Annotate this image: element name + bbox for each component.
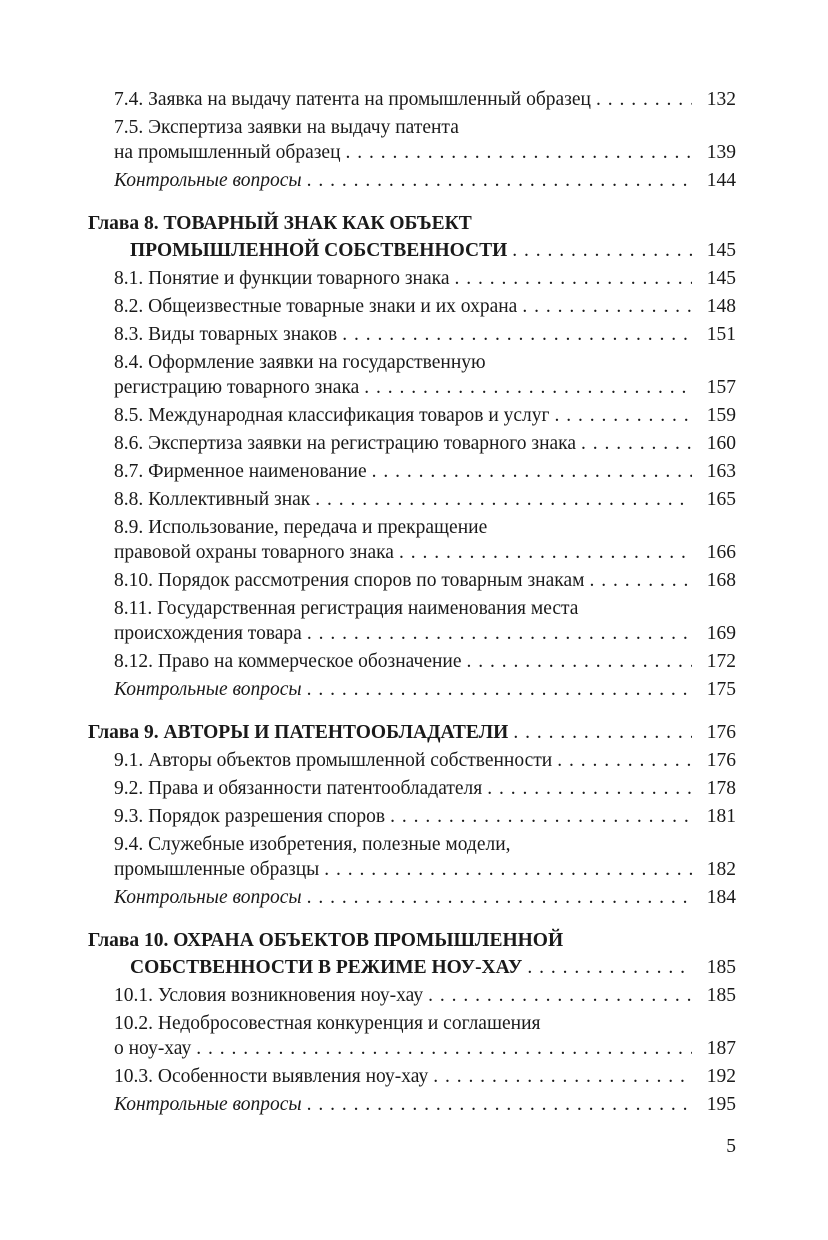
dot-leader [315,486,736,514]
toc-entry-title-line: 10.2. Недобросовестная конкуренция и соглашения [114,1013,541,1034]
toc-entry-line [114,803,736,831]
toc-entry [0,514,828,567]
toc-entry-line [114,430,736,458]
chapter-heading-line [88,719,736,747]
toc-entry-line [114,86,736,114]
toc-entry-title: происхождения товара [114,623,302,644]
toc-entry-line [114,539,736,567]
dot-leader [346,139,736,167]
chapter-page: 145 [692,237,736,265]
dot-leader [324,856,736,884]
toc-entry-page: 176 [692,747,736,775]
toc-entry-line [114,1063,736,1091]
toc-entry-page: 144 [692,167,736,195]
toc-entry-line [114,139,736,167]
chapter-title: Глава 9. АВТОРЫ И ПАТЕНТООБЛАДАТЕЛИ [88,722,509,743]
toc-entry [0,982,828,1010]
toc-entry [0,676,828,704]
dot-leader [307,620,736,648]
toc-entry-page: 192 [692,1063,736,1091]
dot-leader [364,374,736,402]
toc-entry-page: 166 [692,539,736,567]
chapter-heading [0,210,828,265]
toc-entry-title-line: 8.11. Государственная регистрация наименования места [114,598,579,619]
toc-entry-title: правовой охраны товарного знака [114,542,394,563]
toc-entry [0,293,828,321]
chapter-heading [0,927,828,982]
toc-entry-title: 10.3. Особенности выявления ноу-хау [114,1066,429,1087]
chapter-page: 176 [692,719,736,747]
toc-entry-page: 172 [692,648,736,676]
toc-entry-page: 145 [692,265,736,293]
toc-entry-title: о ноу-хау [114,1038,192,1059]
toc-entry-page: 151 [692,321,736,349]
dot-leader [196,1035,736,1063]
toc-entry-title: 8.8. Коллективный знак [114,489,311,510]
toc-entry [0,567,828,595]
toc-entry-title: 9.2. Права и обязанности патентообладателя [114,778,483,799]
toc-entry-line [114,648,736,676]
dot-leader [307,884,736,912]
toc-entry-title: 8.12. Право на коммерческое обозначение [114,651,462,672]
toc-entry-page: 178 [692,775,736,803]
toc-entry-title: регистрацию товарного знака [114,377,360,398]
toc-entry-title: Контрольные вопросы [114,679,302,700]
toc-entry-page: 160 [692,430,736,458]
toc-entry-line [114,293,736,321]
toc-entry-line [114,620,736,648]
toc-entry-line [114,884,736,912]
toc-entry-title: 8.3. Виды товарных знаков [114,324,338,345]
toc-entry [0,114,828,167]
chapter-title-line: Глава 8. ТОВАРНЫЙ ЗНАК КАК ОБЪЕКТ [88,213,472,234]
toc-entry [0,747,828,775]
toc-entry-title: 8.5. Международная классификация товаров и услуг [114,405,550,426]
toc-entry [0,648,828,676]
toc-entry-title-line: 8.4. Оформление заявки на государственную [114,352,486,373]
toc-entry-page: 169 [692,620,736,648]
toc-entry-line [114,775,736,803]
dot-leader [433,1063,736,1091]
toc-entry-title: 7.4. Заявка на выдачу патента на промышленный образец [114,89,591,110]
dot-leader [342,321,736,349]
toc-entry-page: 139 [692,139,736,167]
chapter-heading-line [130,954,736,982]
toc-entry [0,775,828,803]
toc-entry-page: 168 [692,567,736,595]
toc-entry-title: 8.10. Порядок рассмотрения споров по товарным знакам [114,570,585,591]
toc-entry [0,486,828,514]
toc-entry [0,86,828,114]
toc-entry [0,595,828,648]
chapter-heading [0,719,828,747]
dot-leader [307,167,736,195]
dot-leader [307,1091,736,1119]
toc-entry-page: 132 [692,86,736,114]
toc-entry-title: промышленные образцы [114,859,320,880]
toc-entry-title: Контрольные вопросы [114,1094,302,1115]
toc-entry-line [114,458,736,486]
toc-entry-page: 181 [692,803,736,831]
toc-entry-line [114,982,736,1010]
toc-entry [0,167,828,195]
toc-entry-title: 8.1. Понятие и функции товарного знака [114,268,450,289]
toc-entry [0,1063,828,1091]
toc-entry-page: 182 [692,856,736,884]
toc-entry-line [114,1035,736,1063]
toc-entry-title-line: 8.9. Использование, передача и прекращение [114,517,488,538]
toc-entry-page: 187 [692,1035,736,1063]
toc-entry [0,458,828,486]
toc-entry-line [114,167,736,195]
toc-entry-title: 9.3. Порядок разрешения споров [114,806,386,827]
toc-entry-page: 148 [692,293,736,321]
toc-entry-line [114,676,736,704]
dot-leader [399,539,736,567]
chapter-title-line: Глава 10. ОХРАНА ОБЪЕКТОВ ПРОМЫШЛЕННОЙ [88,930,564,951]
chapter-page: 185 [692,954,736,982]
chapter-title: ПРОМЫШЛЕННОЙ СОБСТВЕННОСТИ [130,240,508,261]
toc-entry [0,1091,828,1119]
toc-entry-title-line: 9.4. Служебные изобретения, полезные модели, [114,834,511,855]
toc-entry-title: 10.1. Условия возникновения ноу-хау [114,985,424,1006]
toc-entry-title: 8.6. Экспертиза заявки на регистрацию товарного знака [114,433,576,454]
toc-entry-line [114,321,736,349]
toc-entry [0,321,828,349]
toc-entry-title: Контрольные вопросы [114,887,302,908]
toc-entry-title: на промышленный образец [114,142,341,163]
toc-entry-title-line: 7.5. Экспертиза заявки на выдачу патента [114,117,459,138]
toc-entry [0,831,828,884]
chapter-heading-line [130,237,736,265]
toc-entry-page: 184 [692,884,736,912]
toc-entry-line [114,747,736,775]
toc-entry-line [114,856,736,884]
dot-leader [428,982,736,1010]
toc-entry [0,349,828,402]
dot-leader [372,458,736,486]
toc-entry-page: 175 [692,676,736,704]
toc-entry-title: 9.1. Авторы объектов промышленной собственности [114,750,553,771]
toc-entry [0,803,828,831]
toc-entry-page: 159 [692,402,736,430]
toc-entry [0,430,828,458]
toc-entry-line [114,374,736,402]
table-of-contents [0,86,828,1119]
toc-entry-page: 163 [692,458,736,486]
toc-entry-line [114,486,736,514]
toc-entry-page: 185 [692,982,736,1010]
toc-entry-title: 8.2. Общеизвестные товарные знаки и их охрана [114,296,518,317]
toc-entry-page: 165 [692,486,736,514]
toc-entry-line [114,402,736,430]
toc-entry [0,884,828,912]
toc-entry-line [114,1091,736,1119]
chapter-title: СОБСТВЕННОСТИ В РЕЖИМЕ НОУ-ХАУ [130,957,523,978]
toc-entry [0,1010,828,1063]
toc-entry-line [114,567,736,595]
toc-entry-line [114,265,736,293]
page-number: 5 [726,1136,736,1157]
dot-leader [307,676,736,704]
toc-entry-title: 8.7. Фирменное наименование [114,461,367,482]
dot-leader [390,803,736,831]
toc-entry-title: Контрольные вопросы [114,170,302,191]
toc-entry [0,402,828,430]
toc-entry-page: 157 [692,374,736,402]
toc-entry-page: 195 [692,1091,736,1119]
toc-entry [0,265,828,293]
